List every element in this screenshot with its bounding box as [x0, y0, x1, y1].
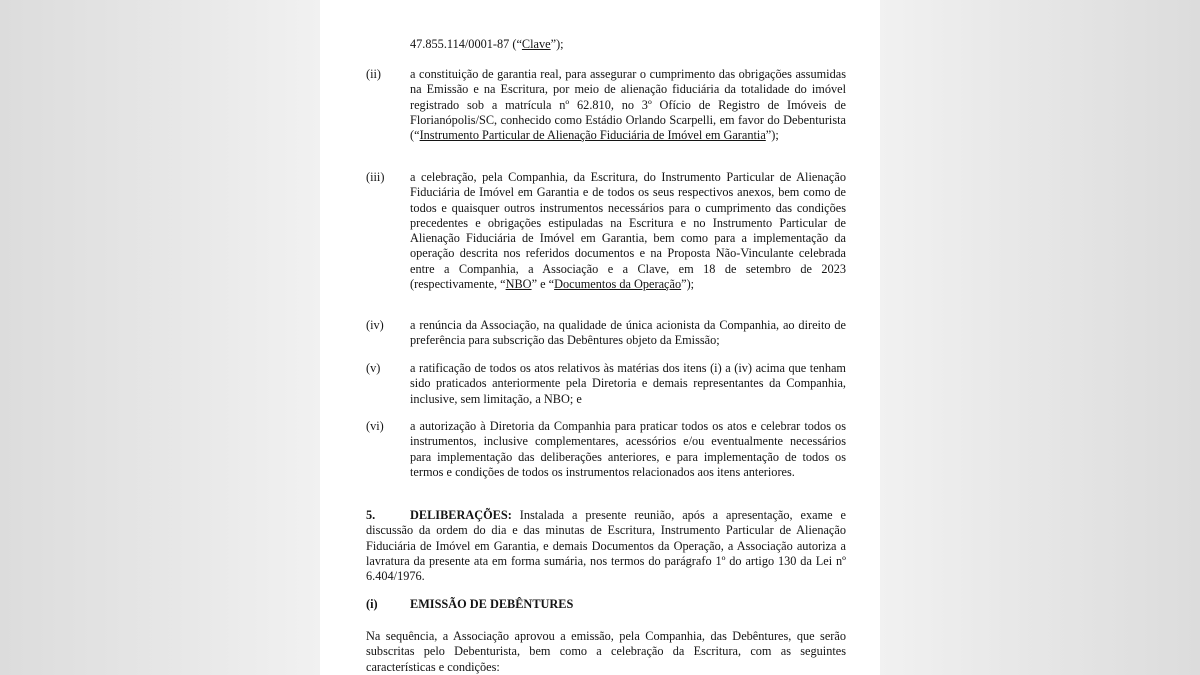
- item-text-part: a celebração, pela Companhia, da Escritura, do Instrumento Particular de Alienação Fiduciária de Imóvel em Garantia e de todos os seus respectivos anexos, bem como de todos e quaisquer outros instrumentos necessários para o cumprimento das condições precedentes e obrigações estipuladas na Escritura e no Instrumento Particular de Alienação Fiduciária de Imóvel em Garantia, bem como para a implementação da operação descrita nos referidos documentos e na Proposta Não-Vinculante celebrada entre a Companhia, a Associação e a Clave, em 18 de setembro de 2023 (respectivamente, “: [410, 170, 846, 292]
- item-text: a autorização à Diretoria da Companhia para praticar todos os atos e celebrar todos os instrumentos, inclusive complementares, acessórios e/ou eventualmente necessários para implementação das deliberações anteriores, e para implementação de todos os termos e condições de todos os instrumentos relacionados aos itens anteriores.: [410, 419, 846, 479]
- item-number: (v): [366, 361, 381, 375]
- item-text-part: a constituição de garantia real, para assegurar o cumprimento das obrigações assumidas na Emissão e na Escritura, por meio de alienação fiduciária da totalidade do imóvel registrado sob a matrícula nº 62.810, no 3º Ofício de Registro de Imóveis de Florianópolis/SC, conhecido como Estádio Orlando Scarpelli, em favor do Debenturista (“: [410, 67, 846, 143]
- top-line-text: 47.855.114/0001-87 (“: [410, 37, 522, 51]
- top-line: [410, 37, 564, 52]
- item-text: [410, 170, 846, 292]
- defined-term: Instrumento Particular de Alienação Fiduciária de Imóvel em Garantia: [419, 128, 766, 143]
- list-item-iii: [366, 170, 846, 292]
- item-text: a renúncia da Associação, na qualidade de única acionista da Companhia, ao direito de preferência para subscrição das Debêntures objeto da Emissão;: [410, 318, 846, 348]
- item-text: a ratificação de todos os atos relativos às matérias dos itens (i) a (iv) acima que tenham sido praticados anteriormente pela Diretoria e demais representantes da Companhia, inclusive, sem limitação, a NBO; e: [410, 361, 846, 406]
- item-text: [410, 67, 846, 143]
- right-blurred-background: [880, 0, 1200, 675]
- paragraph-text: Na sequência, a Associação aprovou a emissão, pela Companhia, das Debêntures, que serão subscritas pelo Debenturista, bem como a celebração da Escritura, com as seguintes características e condições:: [366, 629, 846, 674]
- defined-term: NBO: [505, 277, 532, 292]
- section-5-text: [366, 508, 846, 584]
- list-item-vi: [366, 419, 846, 480]
- item-number: (ii): [366, 67, 382, 81]
- item-number: (vi): [366, 419, 384, 433]
- list-item-v: [366, 361, 846, 407]
- left-blurred-background: [0, 0, 320, 675]
- clave-definition: Clave: [521, 37, 551, 51]
- list-item-iv: [366, 318, 846, 349]
- list-item-ii: [366, 67, 846, 143]
- item-number: (iii): [366, 170, 385, 184]
- section-body: Instalada a presente reunião, após a apresentação, exame e discussão da ordem do dia e das minutas de Escritura, Instrumento Particular de Alienação Fiduciária de Imóvel em Garantia, e demais Documentos da Operação, a Associação autoriza a lavratura da presente ata em forma sumária, nos termos do parágrafo 1º do artigo 130 da Lei nº 6.404/1976.: [366, 508, 846, 584]
- item-text-part: ”);: [681, 277, 695, 292]
- section-heading: DELIBERAÇÕES:: [410, 508, 512, 522]
- section-5: [366, 508, 846, 584]
- defined-term: Documentos da Operação: [554, 277, 682, 292]
- document-page: [320, 0, 880, 675]
- section-number: 5.: [366, 508, 376, 522]
- final-paragraph: [366, 629, 846, 675]
- subsection-number: (i): [366, 597, 378, 611]
- subsection-i: [366, 597, 846, 612]
- item-text-part: ” e “: [531, 277, 555, 292]
- subsection-heading: EMISSÃO DE DEBÊNTURES: [410, 597, 574, 611]
- top-line-end: ”);: [550, 37, 564, 51]
- item-text-part: ”);: [765, 128, 779, 143]
- item-number: (iv): [366, 318, 384, 332]
